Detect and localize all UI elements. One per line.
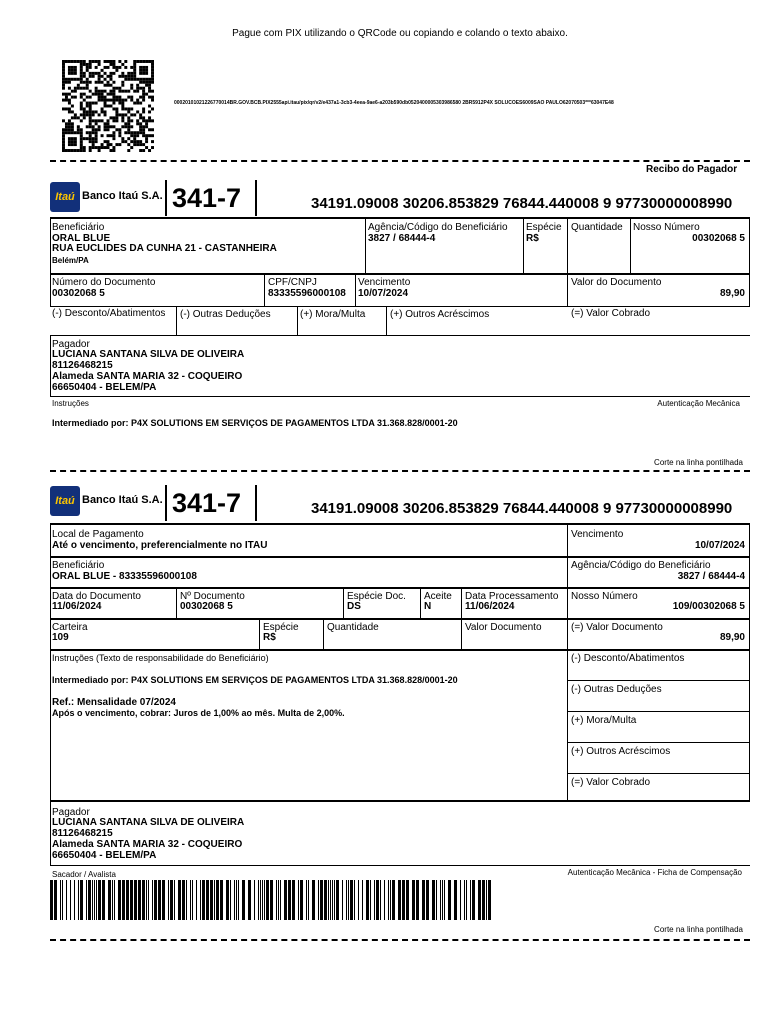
cpf-label: CPF/CNPJ bbox=[268, 277, 317, 288]
rule bbox=[420, 589, 421, 619]
pix-qr-code bbox=[62, 60, 154, 152]
agencia-value: 3827 / 68444-4 bbox=[368, 233, 436, 244]
rule bbox=[567, 219, 568, 307]
nosso-numero-label: Nosso Número bbox=[633, 222, 700, 233]
rule bbox=[50, 800, 750, 802]
pagador-label: Pagador bbox=[52, 339, 90, 350]
rule bbox=[343, 589, 344, 619]
outros-acrescimos-label: (+) Outros Acréscimos bbox=[390, 309, 490, 320]
beneficiario-label: Beneficiário bbox=[52, 560, 105, 571]
divider bbox=[165, 180, 167, 216]
valor-doc-label: Valor Documento bbox=[465, 622, 542, 633]
instrucoes-label: Instruções bbox=[52, 399, 89, 408]
rule bbox=[50, 219, 51, 307]
pix-copy-code[interactable]: 00020101021226770014BR.GOV.BCB.PIX2555api.itau/pix/qr/v2/e437a1-3cb3-4eea-9ae6-a203b590db0520400005303986580 2BR5912P4X SOLUCOES6009SAO PAULO62070503***63047E48 bbox=[174, 100, 614, 106]
agencia-label: Agência/Código do Beneficiário bbox=[368, 222, 508, 233]
autenticacao-label: Autenticação Mecânica - Ficha de Compensação bbox=[567, 868, 742, 877]
valor-eq-value: 89,90 bbox=[719, 632, 745, 643]
rule bbox=[50, 217, 750, 219]
divider bbox=[255, 485, 257, 521]
digitable-line[interactable]: 34191.09008 30206.853829 76844.440008 9 97730000008990 bbox=[311, 195, 733, 212]
rule bbox=[50, 335, 750, 336]
mora-label: (+) Mora/Multa bbox=[300, 309, 366, 320]
itau-logo-icon: Itaú bbox=[50, 182, 80, 212]
vencimento-label: Vencimento bbox=[571, 529, 624, 540]
especie-doc-value: DS bbox=[347, 601, 361, 612]
pagador-address: Alameda SANTA MARIA 32 - COQUEIRO bbox=[52, 371, 243, 382]
rule bbox=[568, 773, 750, 774]
divider bbox=[165, 485, 167, 521]
valor-eq-label: (=) Valor Documento bbox=[571, 622, 663, 633]
cut-line-middle bbox=[50, 470, 750, 472]
valor-doc-label: Valor do Documento bbox=[571, 277, 662, 288]
pagador-name: LUCIANA SANTANA SILVA DE OLIVEIRA bbox=[52, 349, 245, 360]
rule bbox=[50, 523, 750, 525]
rule bbox=[297, 307, 298, 335]
rule bbox=[568, 711, 750, 712]
carteira-label: Carteira bbox=[52, 622, 88, 633]
cut-line-top bbox=[50, 160, 750, 162]
data-proc-value: 11/06/2024 bbox=[465, 601, 515, 612]
data-doc-label: Data do Documento bbox=[52, 591, 141, 602]
local-label: Local de Pagamento bbox=[52, 529, 144, 540]
data-doc-value: 11/06/2024 bbox=[52, 601, 102, 612]
outras-deducoes-label: (-) Outras Deduções bbox=[571, 684, 662, 695]
rule bbox=[50, 587, 750, 589]
outros-acrescimos-label: (+) Outros Acréscimos bbox=[571, 746, 671, 757]
especie-doc-label: Espécie Doc. bbox=[347, 591, 406, 602]
rule bbox=[568, 742, 750, 743]
valor-cobrado-label: (=) Valor Cobrado bbox=[571, 308, 651, 319]
bank-name: Banco Itaú S.A. bbox=[82, 494, 163, 506]
rule bbox=[749, 219, 750, 307]
rule bbox=[50, 273, 750, 275]
rule bbox=[50, 649, 750, 651]
autenticacao-label: Autenticação Mecânica bbox=[657, 399, 740, 408]
rule bbox=[50, 556, 750, 558]
barcode bbox=[50, 880, 492, 920]
local-value: Até o vencimento, preferencialmente no ITAU bbox=[52, 540, 268, 551]
desconto-label: (-) Desconto/Abatimentos bbox=[571, 653, 685, 664]
desconto-label: (-) Desconto/Abatimentos bbox=[52, 308, 166, 319]
especie-value: R$ bbox=[263, 632, 276, 643]
aceite-label: Aceite bbox=[424, 591, 452, 602]
beneficiario-value: ORAL BLUE - 83335596000108 bbox=[52, 571, 197, 582]
aceite-value: N bbox=[424, 601, 432, 612]
rule bbox=[50, 618, 750, 620]
nosso-numero-label: Nosso Número bbox=[571, 591, 638, 602]
cpf-value: 83335596000108 bbox=[268, 288, 346, 299]
nosso-numero-value: 00302068 5 bbox=[692, 233, 745, 244]
outras-deducoes-label: (-) Outras Deduções bbox=[180, 309, 271, 320]
rule bbox=[259, 620, 260, 650]
beneficiario-street: RUA EUCLIDES DA CUNHA 21 - CASTANHEIRA bbox=[52, 243, 277, 254]
valor-doc-value: 89,90 bbox=[719, 288, 745, 299]
vencimento-value: 10/07/2024 bbox=[358, 288, 409, 299]
num-doc-label: Nº Documento bbox=[180, 591, 245, 602]
pagador-city: 66650404 - BELEM/PA bbox=[52, 850, 157, 861]
mora-label: (+) Mora/Multa bbox=[571, 715, 637, 726]
data-proc-label: Data Processamento bbox=[465, 591, 559, 602]
divider bbox=[255, 180, 257, 216]
rule bbox=[749, 525, 750, 801]
rule bbox=[264, 275, 265, 307]
rule bbox=[323, 620, 324, 650]
valor-cobrado-label: (=) Valor Cobrado bbox=[571, 777, 651, 788]
cut-label: Corte na linha pontilhada bbox=[654, 458, 743, 467]
bank-code: 341-7 bbox=[172, 183, 242, 213]
intermediado-text: Intermediado por: P4X SOLUTIONS EM SERVIÇOS DE PAGAMENTOS LTDA 31.368.828/0001-20 bbox=[52, 675, 458, 685]
num-doc-value: 00302068 5 bbox=[52, 288, 105, 299]
rule bbox=[365, 219, 366, 273]
digitable-line[interactable]: 34191.09008 30206.853829 76844.440008 9 97730000008990 bbox=[311, 500, 733, 517]
apos-vencimento-text: Após o vencimento, cobrar: Juros de 1,00% ao mês. Multa de 2,00%. bbox=[52, 708, 345, 718]
pagador-name: LUCIANA SANTANA SILVA DE OLIVEIRA bbox=[52, 817, 245, 828]
rule bbox=[523, 219, 524, 273]
carteira-value: 109 bbox=[52, 632, 69, 643]
itau-logo-icon: Itaú bbox=[50, 486, 80, 516]
rule bbox=[176, 589, 177, 619]
num-doc-value: 00302068 5 bbox=[180, 601, 233, 612]
rule bbox=[50, 525, 51, 801]
pix-instruction: Pague com PIX utilizando o QRCode ou copiando e colando o texto abaixo. bbox=[232, 28, 568, 39]
ref-text: Ref.: Mensalidade 07/2024 bbox=[52, 697, 176, 708]
receipt-title: Recibo do Pagador bbox=[646, 164, 738, 175]
intermediado-text: Intermediado por: P4X SOLUTIONS EM SERVIÇOS DE PAGAMENTOS LTDA 31.368.828/0001-20 bbox=[52, 418, 458, 428]
rule bbox=[461, 589, 462, 619]
rule bbox=[355, 275, 356, 307]
instrucoes-label: Instruções (Texto de responsabilidade do Beneficiário) bbox=[52, 653, 269, 663]
vencimento-label: Vencimento bbox=[358, 277, 411, 288]
agencia-label: Agência/Código do Beneficiário bbox=[571, 560, 711, 571]
rule bbox=[50, 335, 51, 397]
pagador-city: 66650404 - BELEM/PA bbox=[52, 382, 157, 393]
bank-name: Banco Itaú S.A. bbox=[82, 190, 163, 202]
cut-line-bottom bbox=[50, 939, 750, 941]
quantidade-label: Quantidade bbox=[327, 622, 379, 633]
rule bbox=[50, 396, 750, 397]
cut-label: Corte na linha pontilhada bbox=[654, 925, 743, 934]
rule bbox=[461, 620, 462, 650]
rule bbox=[386, 307, 387, 335]
beneficiario-name: ORAL BLUE bbox=[52, 233, 111, 244]
vencimento-value: 10/07/2024 bbox=[694, 540, 745, 551]
rule bbox=[568, 680, 750, 681]
pagador-doc: 81126468215 bbox=[52, 360, 113, 371]
rule bbox=[50, 802, 51, 866]
pagador-label: Pagador bbox=[52, 807, 90, 818]
rule bbox=[567, 525, 568, 801]
pagador-address: Alameda SANTA MARIA 32 - COQUEIRO bbox=[52, 839, 243, 850]
beneficiario-label: Beneficiário bbox=[52, 222, 105, 233]
quantidade-label: Quantidade bbox=[571, 222, 623, 233]
nosso-numero-value: 109/00302068 5 bbox=[672, 601, 745, 612]
pagador-doc: 81126468215 bbox=[52, 828, 113, 839]
especie-label: Espécie bbox=[526, 222, 562, 233]
rule bbox=[50, 306, 750, 307]
rule bbox=[176, 307, 177, 335]
especie-label: Espécie bbox=[263, 622, 299, 633]
sacador-label: Sacador / Avalista bbox=[52, 870, 116, 879]
rule bbox=[630, 219, 631, 273]
agencia-value: 3827 / 68444-4 bbox=[677, 571, 745, 582]
bank-code: 341-7 bbox=[172, 488, 242, 518]
rule bbox=[50, 865, 750, 866]
especie-value: R$ bbox=[526, 233, 539, 244]
num-doc-label: Número do Documento bbox=[52, 277, 156, 288]
beneficiario-city: Belém/PA bbox=[52, 256, 89, 265]
